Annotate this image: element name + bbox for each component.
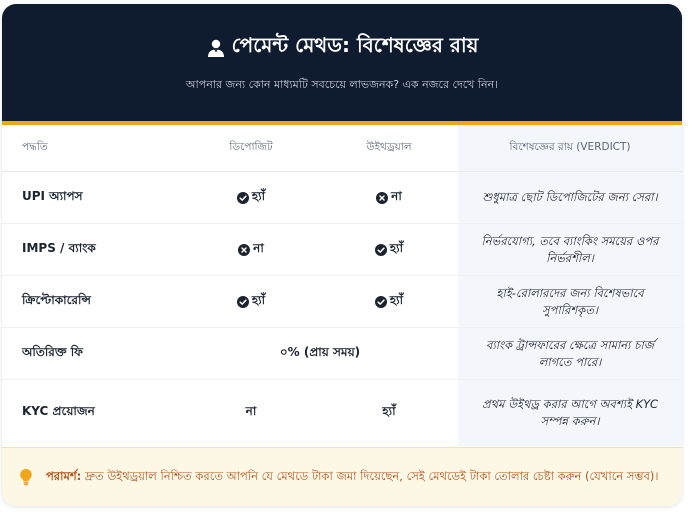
deposit-value: হ্যাঁ <box>251 188 266 203</box>
lightbulb-icon <box>18 468 34 486</box>
table-row <box>2 380 682 447</box>
x-circle-icon <box>238 244 250 256</box>
payment-methods-card <box>2 4 682 506</box>
deposit-value: না <box>245 404 257 418</box>
verdict-cell: প্রথম উইথড্র করার আগে অবশ্যই KYC সম্পন্ন করুন। <box>458 380 682 447</box>
tip-label: পরামর্শ: <box>46 468 82 483</box>
table-row <box>2 328 682 380</box>
table-row <box>2 172 682 224</box>
method-cell: IMPS / ব্যাংক <box>2 224 182 276</box>
header <box>2 4 682 125</box>
verdict-cell: হাই-রোলারদের জন্য বিশেষভাবে সুপারিশকৃত। <box>458 276 682 328</box>
method-cell: অতিরিক্ত ফি <box>2 328 182 380</box>
check-circle-icon <box>237 192 249 204</box>
page-title: পেমেন্ট মেথড: বিশেষজ্ঞের রায় <box>231 33 479 57</box>
check-circle-icon <box>375 296 387 308</box>
withdrawal-cell <box>320 172 458 224</box>
withdrawal-cell <box>320 276 458 328</box>
column-header-verdict: বিশেষজ্ঞের রায় (VERDICT) <box>458 125 682 172</box>
method-cell: KYC প্রয়োজন <box>22 404 95 418</box>
tip-text <box>46 468 659 487</box>
tip-banner <box>2 447 682 506</box>
deposit-cell <box>182 380 320 447</box>
method-cell: UPI অ্যাপস <box>2 172 182 224</box>
withdrawal-value: হ্যাঁ <box>389 292 404 307</box>
user-icon <box>206 38 226 58</box>
table-row <box>2 224 682 276</box>
column-header-method: পদ্ধতি <box>2 125 182 172</box>
fee-value-cell: ০% (প্রায় সময়) <box>182 328 458 380</box>
x-circle-icon <box>376 192 388 204</box>
withdrawal-value: হ্যাঁ <box>382 404 396 418</box>
title-row <box>2 4 682 64</box>
method-cell: ক্রিপ্টোকারেন্সি <box>2 276 182 328</box>
deposit-cell <box>182 276 320 328</box>
table-row <box>2 276 682 328</box>
deposit-value: না <box>253 240 264 255</box>
check-circle-icon <box>375 244 387 256</box>
page-subtitle: আপনার জন্য কোন মাধ্যমটি সবচেয়ে লাভজনক? এক নজরে দেখে নিন। <box>185 78 499 91</box>
withdrawal-cell <box>320 380 458 447</box>
deposit-value: হ্যাঁ <box>251 292 266 307</box>
verdict-cell: ব্যাংক ট্রান্সফারের ক্ষেত্রে সামান্য চার্জ লাগতে পারে। <box>458 328 682 380</box>
deposit-cell <box>182 224 320 276</box>
table-header-row <box>2 125 682 172</box>
comparison-table <box>2 125 682 446</box>
verdict-cell: শুধুমাত্র ছোট ডিপোজিটের জন্য সেরা। <box>458 172 682 224</box>
column-header-withdrawal: উইথড্রয়াল <box>320 125 458 172</box>
withdrawal-value: হ্যাঁ <box>389 240 404 255</box>
check-circle-icon <box>237 296 249 308</box>
deposit-cell <box>182 172 320 224</box>
column-header-deposit: ডিপোজিট <box>182 125 320 172</box>
withdrawal-cell <box>320 224 458 276</box>
withdrawal-value: না <box>391 188 402 203</box>
verdict-cell: নির্ভরযোগ্য, তবে ব্যাংকিং সময়ের ওপর নির্ভরশীল। <box>458 224 682 276</box>
tip-body: দ্রুত উইথড্রয়াল নিশ্চিত করতে আপনি যে মেথডে টাকা জমা দিয়েছেন, সেই মেথডেই টাকা তোলার চেষ্টা করুন (যেখানে সম্ভব)। <box>81 468 659 483</box>
